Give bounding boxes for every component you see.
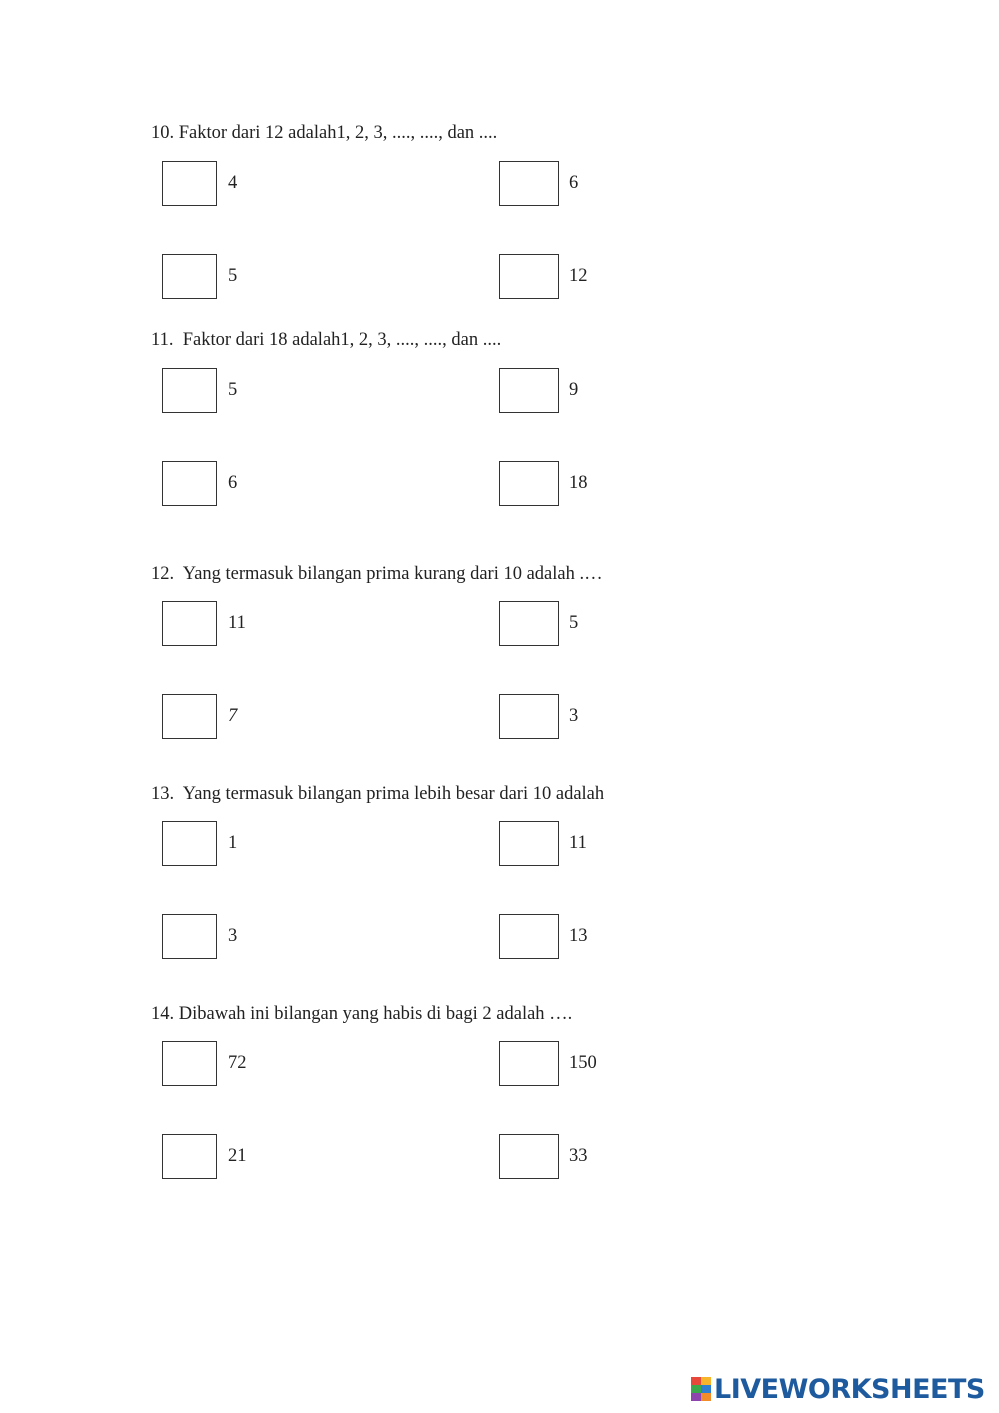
logo-text: LIVEWORKSHEETS <box>714 1373 985 1405</box>
question-12-text: 12. Yang termasuk bilangan prima kurang dari 10 adalah .… <box>151 564 603 584</box>
option-label: 72 <box>228 1053 247 1073</box>
answer-checkbox[interactable] <box>499 1134 559 1179</box>
question-11-text: 11. Faktor dari 18 adalah1, 2, 3, ...., ...., dan .... <box>151 330 502 350</box>
option-label: 3 <box>569 706 579 726</box>
answer-checkbox[interactable] <box>499 254 559 299</box>
option-label: 11 <box>569 833 587 853</box>
option-label: 5 <box>228 266 238 286</box>
option-label: 21 <box>228 1146 247 1166</box>
option-label: 5 <box>228 380 238 400</box>
answer-checkbox[interactable] <box>499 161 559 206</box>
answer-checkbox[interactable] <box>499 694 559 739</box>
answer-checkbox[interactable] <box>499 368 559 413</box>
question-13-text: 13. Yang termasuk bilangan prima lebih besar dari 10 adalah <box>151 784 605 804</box>
answer-checkbox[interactable] <box>162 694 217 739</box>
answer-checkbox[interactable] <box>162 368 217 413</box>
answer-checkbox[interactable] <box>499 1041 559 1086</box>
option-label: 11 <box>228 613 246 633</box>
liveworksheets-logo-icon <box>691 1377 711 1401</box>
option-label: 6 <box>228 473 238 493</box>
option-label: 6 <box>569 173 579 193</box>
option-label: 12 <box>569 266 588 286</box>
answer-checkbox[interactable] <box>162 161 217 206</box>
answer-checkbox[interactable] <box>499 461 559 506</box>
option-label: 4 <box>228 173 238 193</box>
option-label: 1 <box>228 833 238 853</box>
answer-checkbox[interactable] <box>162 461 217 506</box>
option-label: 33 <box>569 1146 588 1166</box>
answer-checkbox[interactable] <box>499 821 559 866</box>
answer-checkbox[interactable] <box>162 821 217 866</box>
option-label: 9 <box>569 380 579 400</box>
answer-checkbox[interactable] <box>162 914 217 959</box>
answer-checkbox[interactable] <box>162 601 217 646</box>
answer-checkbox[interactable] <box>162 254 217 299</box>
option-label: 18 <box>569 473 588 493</box>
option-label: 3 <box>228 926 238 946</box>
option-label: 7 <box>228 706 238 726</box>
answer-checkbox[interactable] <box>499 601 559 646</box>
liveworksheets-logo <box>691 1373 985 1405</box>
option-label: 13 <box>569 926 588 946</box>
option-label: 150 <box>569 1053 597 1073</box>
answer-checkbox[interactable] <box>499 914 559 959</box>
option-label: 5 <box>569 613 579 633</box>
answer-checkbox[interactable] <box>162 1041 217 1086</box>
answer-checkbox[interactable] <box>162 1134 217 1179</box>
question-14-text: 14. Dibawah ini bilangan yang habis di bagi 2 adalah …. <box>151 1004 573 1024</box>
question-10-text: 10. Faktor dari 12 adalah1, 2, 3, ...., ...., dan .... <box>151 123 498 143</box>
